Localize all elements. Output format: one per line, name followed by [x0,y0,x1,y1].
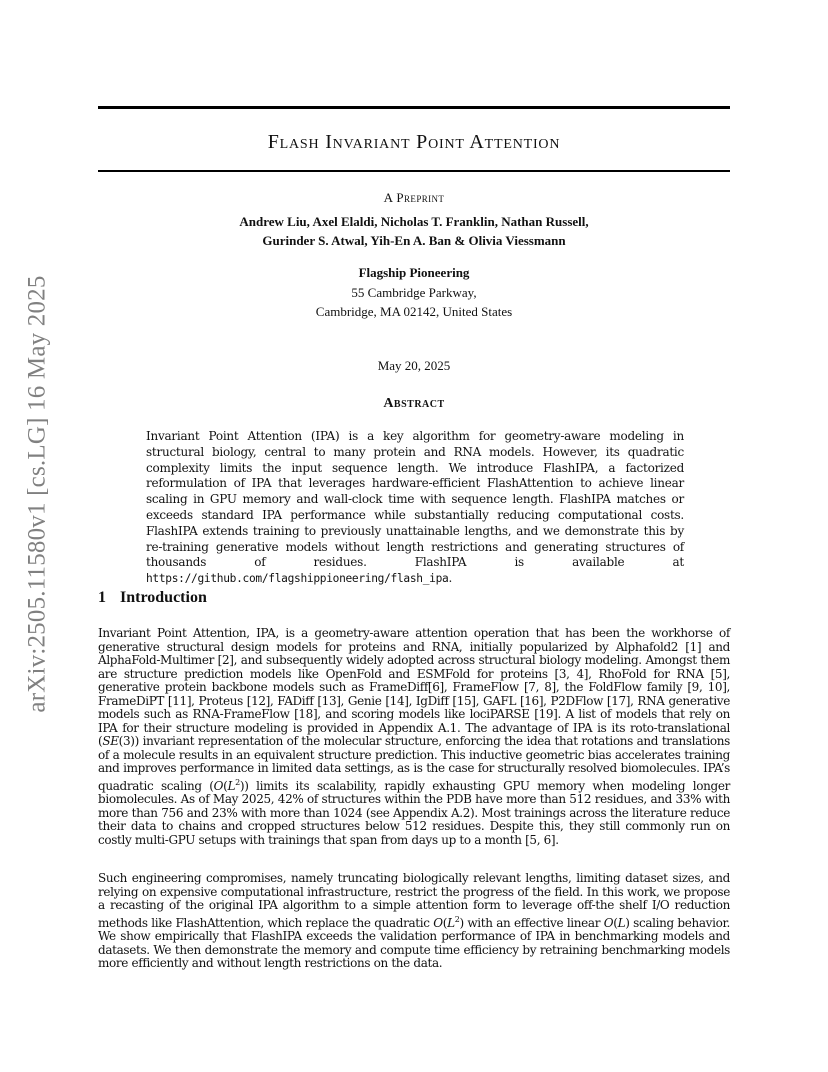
authors-line-1: Andrew Liu, Axel Elaldi, Nicholas T. Franklin, Nathan Russell, [239,214,589,229]
authors-line-2: Gurinder S. Atwal, Yih-En A. Ban & Olivia Viessmann [262,233,566,248]
p2-text-c: ) scaling behavior. We show empirically that FlashIPA exceeds the validation performance of IPA in benchmarking models and datasets. We then demonstrate the memory and compute time efficiency by retraining benchmarking models more efficiently and without length restrictions on the data. [98,915,731,970]
section-heading [98,589,207,607]
title-rule-bottom [98,170,730,172]
p2-bigo-1: O [433,915,443,930]
intro-paragraph-1: Invariant Point Attention, IPA, is a geometry-aware attention operation that has been the workhorse of generative structural design models for proteins and RNA, initially popularized by Alphafold2 [1] and AlphaFold-Multimer [2], and subsequently widely adopted across structural biology modeling. Amongst them are structure prediction models like OpenFold and ESMFold for proteins [3, 4], RhoFold for RNA [5], generative protein backbone models such as FrameDiff[6], FrameFlow [7, 8], the FoldFlow family [9, 10], FrameDiPT [11], Proteus [12], FADiff [13], Genie [14], IgDiff [15], GAFL [16], P2DFlow [17], RNA generative models such as RNA-FrameFlow [18], and scoring models like lociPARSE [19]. A list of models that rely on IPA for their structure modeling is provided in Appendix A.1. The advantage of IPA is its roto-translational (SE(3)) invariant representation of the molecular structure, enforcing the idea that rotations and translations of a molecule results in an equivalent structure prediction. This inductive geometric bias accelerates training and improves performance in limited data settings, as is the case for structurally resolved biomolecules. IPA’s quadratic scaling $(O(L^2))$ limits its scalability, rapidly exhausting GPU memory when modeling longer biomolecules. As of May 2025, 42% of structures within the PDB have more than 512 residues, and 33% with more than 756 and 23% with more than 1024 (see Appendix A.2). Most trainings across the literature reduce their data to chains and cropped structures below 512 residues. Despite this, they still commonly run on costly multi-GPU setups with trainings that span from days up to a month [5, 6]. [98,626,730,847]
affiliation-address-2: Cambridge, MA 02142, United States [315,304,513,319]
p1-l: L [227,778,236,793]
intro-paragraph-2: Such engineering compromises, namely truncating biologically relevant lengths, limiting dataset sizes, and relying on expensive computational infrastructure, restrict the progress of the field. In this work, we propose a recasting of the original IPA algorithm to a simple attention form to leverage off-the shelf I/O reduction methods like FlashAttention, which replace the quadratic $O(L^2)$ with an effective linear O(L) scaling behavior. We show empirically that FlashIPA exceeds the validation performance of IPA in benchmarking models and datasets. We then demonstrate the memory and compute time efficiency by retraining benchmarking models more efficiently and without length restrictions on the data. [98,871,731,970]
affiliation [98,263,730,322]
p1-exponent: 2 [235,777,240,787]
p1-se3: SE [102,734,119,748]
preprint-label: A Preprint [383,190,445,205]
section-number: 1 [98,589,106,606]
p2-l-1: L [447,915,455,930]
arxiv-side-stamp [16,275,60,713]
p2-exponent: 2 [454,914,460,924]
publication-date: May 20, 2025 [377,358,451,373]
abstract-body [146,429,684,587]
abstract-period: . [448,571,453,586]
p2-bigo-2: O [603,915,614,930]
p2-text-b: ) with an effective linear [459,915,604,930]
p1-text-b: (3)) invariant representation of the molecular structure, enforcing the idea that rotations and translations of a molecule results in an equivalent structure prediction. This inductive geometric bias accelerates training and improves performance in limited data settings, as is the case for structurally resolved biomolecules. IPA’s quadratic scaling ( [98,734,730,793]
p1-bigo: O [213,778,224,793]
p1-text-a: Invariant Point Attention, IPA, is a geometry-aware attention operation that has been the workhorse of generative structural design models for proteins and RNA, initially popularized by Alphafold2 [1] and AlphaFold-Multimer [2], and subsequently widely adopted across structural biology modeling. Amongst them are structure prediction models like OpenFold and ESMFold for proteins [3, 4], RhoFold for RNA [5], generative protein backbone models such as FrameDiff[6], FrameFlow [7, 8], the FoldFlow family [9, 10], FrameDiPT [11], Proteus [12], FADiff [13], Genie [14], IgDiff [15], GAFL [16], P2DFlow [17], RNA generative models such as RNA-FrameFlow [18], and scoring models like lociPARSE [19]. A list of models that rely on IPA for their structure modeling is provided in Appendix A.1. The advantage of IPA is its roto-translational ( [98,626,730,748]
p2-l-2: L [617,915,626,930]
paper-title: Flash Invariant Point Attention [267,131,561,153]
code-repo-link[interactable]: https://github.com/flagshippioneering/flash_ipa [146,572,449,586]
abstract-heading: Abstract [383,396,445,411]
author-list [98,212,730,250]
affiliation-address-1: 55 Cambridge Parkway, [351,284,477,300]
title-rule-top [98,106,730,109]
p2-text-a: Such engineering compromises, namely truncating biologically relevant lengths, limiting dataset sizes, and relying on expensive computational infrastructure, restrict the progress of the field. In this work, we propose a recasting of the original IPA algorithm to a simple attention form to leverage off-the shelf I/O reduction methods like FlashAttention, which replace the quadratic [98,871,730,930]
abstract-text: Invariant Point Attention (IPA) is a key algorithm for geometry-aware modeling in structural biology, central to many protein and RNA models. However, its quadratic complexity limits the input sequence length. We introduce FlashIPA, a factorized reformulation of IPA that leverages hardware-efficient FlashAttention to achieve linear scaling in GPU memory and wall-clock time with sequence length. FlashIPA matches or exceeds standard IPA performance while substantially reducing computational costs. FlashIPA extends training to previously unattainable lengths, and we demonstrate this by re-training generative models without length restrictions and generating structures of thousands of residues. FlashIPA is available at [146,429,684,570]
section-title: Introduction [120,589,207,606]
affiliation-org: Flagship Pioneering [358,265,470,280]
p1-text-c: )) limits its scalability, rapidly exhausting GPU memory when modeling longer biomolecules. As of May 2025, 42% of structures within the PDB have more than 512 residues, and 33% with more than 756 and 23% with more than 1024 (see Appendix A.2). Most trainings across the literature reduce their data to chains and cropped structures below 512 residues. Despite this, they still commonly run on costly multi-GPU setups with trainings that span from days up to a month [5, 6]. [98,778,730,847]
arxiv-identifier: arXiv:2505.11580v1 [cs.LG] 16 May 2025 [24,275,52,713]
